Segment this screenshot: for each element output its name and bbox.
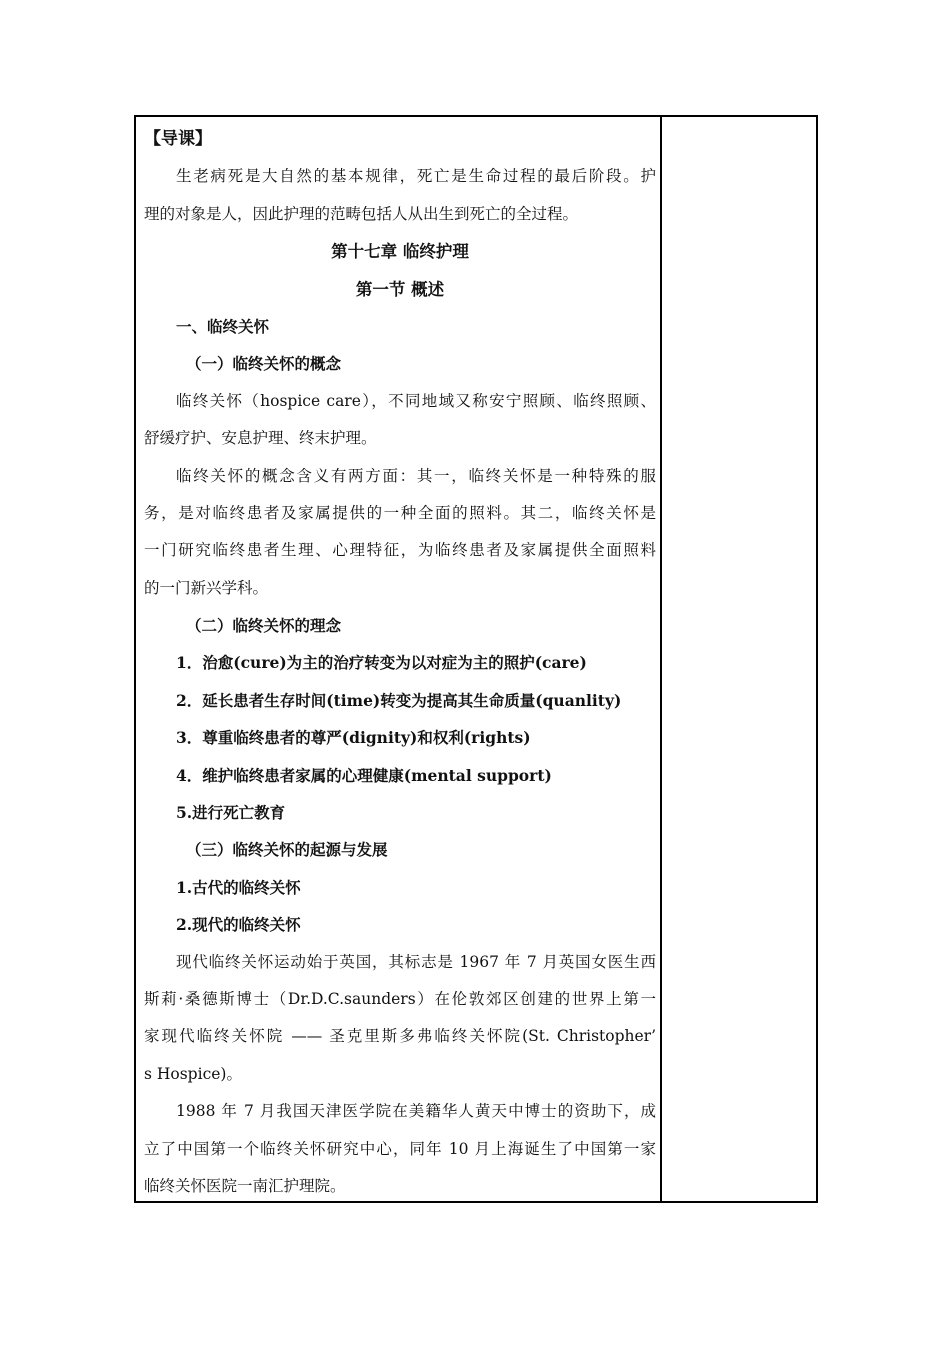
- sub2-heading: （二）临终关怀的理念: [186, 616, 342, 636]
- section-title: 第一节 概述: [355, 279, 445, 299]
- part1-heading: 一、临终关怀: [176, 316, 270, 336]
- principle-item: 1．治愈(cure)为主的治疗转变为以对症为主的照护(care): [176, 653, 587, 673]
- lead-paragraph-line: 理的对象是人，因此护理的范畴包括人从出生到死亡的全过程。: [144, 204, 579, 223]
- lead-title: 【导课】: [144, 129, 212, 149]
- concept-paragraph-line: 务，是对临终患者及家属提供的一种全面的照料。其二，临终关怀是: [144, 503, 656, 522]
- chapter-title: 第十七章 临终护理: [331, 242, 469, 262]
- principle-item: 2．延长患者生存时间(time)转变为提高其生命质量(quanlity): [176, 690, 622, 710]
- lead-paragraph-line: 生老病死是大自然的基本规律，死亡是生命过程的最后阶段。护: [176, 167, 656, 186]
- modern-paragraph-line: 现代临终关怀运动始于英国，其标志是 1967 年 7 月英国女医生西: [176, 952, 656, 971]
- origin-item: 1.古代的临终关怀: [176, 877, 301, 897]
- modern-paragraph-line: 立了中国第一个临终关怀研究中心，同年 10 月上海诞生了中国第一家: [144, 1139, 656, 1158]
- modern-paragraph-line: 1988 年 7 月我国天津医学院在美籍华人黄天中博士的资助下，成: [176, 1102, 656, 1121]
- concept-paragraph-line: 舒缓疗护、安息护理、终末护理。: [144, 429, 377, 448]
- concept-paragraph-line: 的一门新兴学科。: [144, 578, 269, 597]
- principle-item: 3．尊重临终患者的尊严(dignity)和权利(rights): [176, 728, 531, 748]
- concept-paragraph-line: 临终关怀的概念含义有两方面：其一，临终关怀是一种特殊的服: [176, 466, 656, 485]
- column-divider: [660, 115, 662, 1203]
- modern-paragraph-line: 斯莉·桑德斯博士（Dr.D.C.saunders）在伦敦郊区创建的世界上第一: [144, 989, 656, 1008]
- modern-paragraph-line: 家现代临终关怀院 —— 圣克里斯多弗临终关怀院(St. Christopher’: [144, 1027, 656, 1046]
- main-content-cell: [144, 121, 656, 1205]
- origin-item: 2.现代的临终关怀: [176, 915, 301, 935]
- modern-paragraph-line: 临终关怀医院一南汇护理院。: [144, 1176, 346, 1195]
- modern-paragraph-line: s Hospice)。: [144, 1064, 242, 1083]
- sub3-heading: （三）临终关怀的起源与发展: [186, 840, 388, 860]
- principle-item: 4．维护临终患者家属的心理健康(mental support): [176, 765, 552, 785]
- concept-paragraph-line: 一门研究临终患者生理、心理特征，为临终患者及家属提供全面照料: [144, 541, 656, 560]
- concept-paragraph-line: 临终关怀（hospice care），不同地域又称安宁照顾、临终照顾、: [176, 391, 656, 410]
- sub1-heading: （一）临终关怀的概念: [186, 354, 342, 374]
- principle-item: 5.进行死亡教育: [176, 803, 286, 823]
